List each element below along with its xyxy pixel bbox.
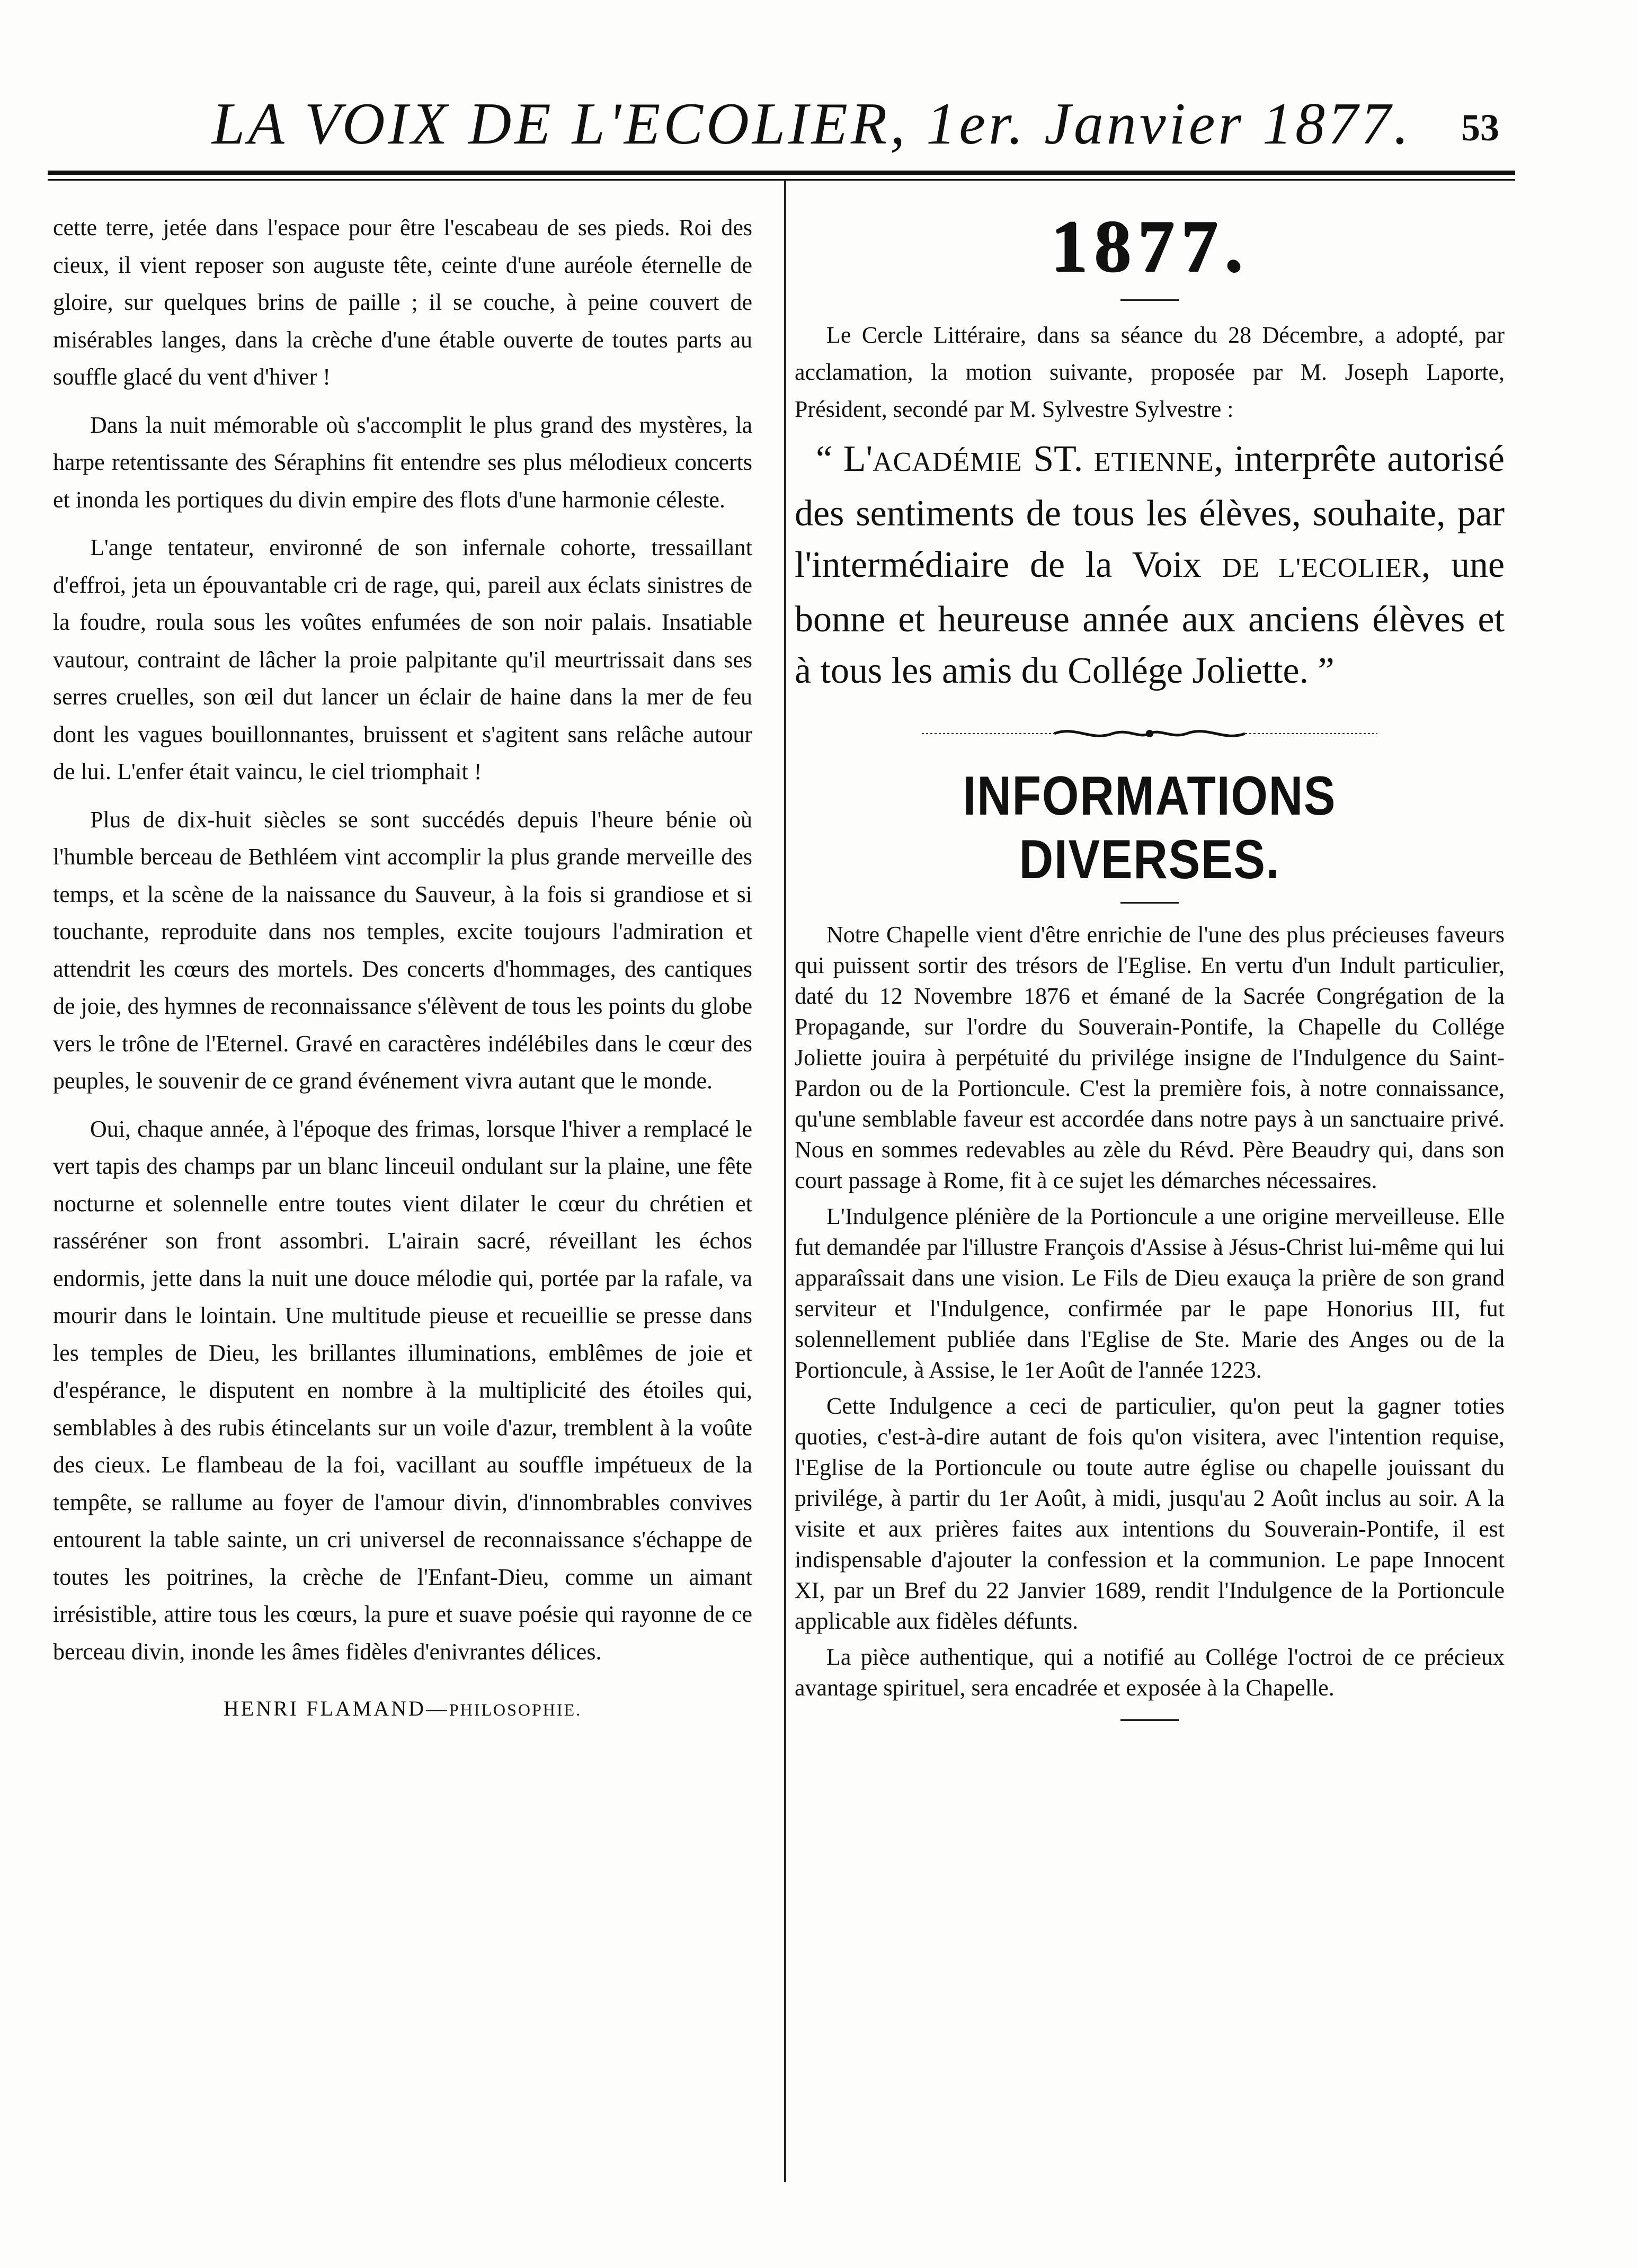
- etienne-word: ETIENNE: [1093, 447, 1214, 477]
- motion-end: , une bonne et heureuse année aux anciens élèves et à tous les amis du Collége Joliette. ”: [795, 544, 1505, 691]
- left-paragraph-2: Dans la nuit mémorable où s'accomplit le plus grand des mystères, la harpe retentissante des Séraphins fit entendre ses plus mélodieux concerts et inonda les portiques du divin empire des flots d'une harmonie céleste.: [53, 412, 752, 513]
- article-signature: [53, 1693, 752, 1726]
- motion-intro: Le Cercle Littéraire, dans sa séance du 28 Décembre, a adopté, par acclamation, la motion suivante, proposée par M. Joseph Laporte, Président, secondé par M. Sylvestre Sylvestre :: [795, 322, 1505, 422]
- left-paragraph-4: Plus de dix-huit siècles se sont succédés depuis l'heure bénie où l'humble berceau de Bethléem vint accomplir la plus grande merveille des temps, et la scène de la naissance du Sauveur, à la fois si grandiose et si touchante, reproduite dans nos temples, excite toujours l'admiration et attendrit les cœurs des mortels. Des concerts d'hommages, des cantiques de joie, des hymnes de reconnaissance s'élèvent de tous les points du globe vers le trône de l'Eternel. Gravé en caractères indélébiles dans le cœur des peuples, le souvenir de ce grand événement vivra autant que le monde.: [53, 806, 752, 1094]
- year-heading: 1877.: [1050, 205, 1249, 287]
- info-paragraph-3: Cette Indulgence a ceci de particulier, qu'on peut la gagner toties quoties, c'est-à-dire autant de fois qu'on visitera, avec l'intention requise, l'Eglise de la Portioncule ou toute autre église ou chapelle jouissant du privilége, à partir du 1er Août, à midi, jusqu'au 2 Août inclus au soir. A la visite et aux prières faites aux intentions du Souverain-Pontife, il est indispensable d'ajouter la confession et la communion. Le pape Innocent XI, par un Bref du 22 Janvier 1689, rendit l'Indulgence de la Portioncule applicable aux fidèles défunts.: [795, 1393, 1505, 1634]
- ecolier-word: ECOLIER: [1301, 553, 1421, 583]
- left-paragraph-3: L'ange tentateur, environné de son infernale cohorte, tressaillant d'effroi, jeta un épouvantable cri de rage, qui, pareil aux éclats sinistres de la foudre, roula sous les voûtes enfumées de son noir palais. Insatiable vautour, contraint de lâcher la proie palpitante qu'il meurtrissait dans ses serres cruelles, son œil dut lancer un éclair de haine dans la mer de feu dont les vagues bouillonnantes, bruissent et s'agitent sans relâche autour de lui. L'enfer était vaincu, le ciel triomphait !: [53, 534, 752, 784]
- short-rule-2: [1120, 902, 1179, 904]
- short-rule: [1120, 299, 1179, 301]
- page-number: 53: [1461, 106, 1499, 149]
- section-heading: INFORMATIONS DIVERSES.: [963, 765, 1337, 890]
- quote-open: “ L': [816, 439, 873, 479]
- signature-name: HENRI FLAMAND—: [223, 1696, 449, 1720]
- academie-word: ACADÉMIE: [873, 447, 1022, 477]
- end-rule: [1120, 1719, 1179, 1721]
- motion-quote: [795, 433, 1505, 697]
- de-l-word: DE L': [1222, 553, 1302, 583]
- info-paragraph-4: La pièce authentique, qui a notifié au Collége l'octroi de ce précieux avantage spirituel, sera encadrée et exposée à la Chapelle.: [795, 1644, 1505, 1701]
- header-rule-thin: [48, 179, 1515, 181]
- header-rule-thick: [48, 171, 1515, 175]
- left-paragraph-5: Oui, chaque année, à l'époque des frimas, lorsque l'hiver a remplacé le vert tapis des champs par un blanc linceuil ondulant sur la plaine, une fête nocturne et solennelle entre toutes vient dilater le cœur du chrétien et rasséréner son front assombri. L'airain sacré, réveillant les échos endormis, jette dans la nuit une douce mélodie qui, portée par la rafale, va mourir dans le lointain. Une multitude pieuse et recueillie se presse dans les temples de Dieu, les brillantes illuminations, emblêmes de joie et d'espérance, le disputent en nombre à la multiplicité des étoiles qui, semblables à des rubis étincelants sur un voile d'azur, tremblent à la voûte des cieux. Le flambeau de la foi, vacillant au souffle impétueux de la tempête, se rallume au foyer de l'amour divin, d'innombrables convives entourent la table sainte, un cri universel de reconnaissance s'échappe de toutes les poitrines, la crèche de l'Enfant-Dieu, comme un aimant irrésistible, attire tous les cœurs, la pure et suave poésie qui rayonne de ce berceau divin, inonde les âmes fidèles d'enivrantes délices.: [53, 1115, 752, 1665]
- ornamental-divider: [922, 723, 1377, 744]
- info-paragraph-2: L'Indulgence plénière de la Portioncule a une origine merveilleuse. Elle fut demandée par l'illustre François d'Assise à Jésus-Christ lui-même qui lui apparaîssait dans une vision. Le Fils de Dieu exauça la prière de son grand serviteur et l'Indulgence, confirmée par le pape Honorius III, fut solennellement publiée dans l'Eglise de Ste. Marie des Anges ou de la Portioncule, à Assise, le 1er Août de l'année 1223.: [795, 1203, 1505, 1383]
- left-column: [53, 209, 752, 1726]
- st-word: ST.: [1022, 439, 1094, 479]
- page-header: [48, 90, 1510, 180]
- info-paragraph-1: Notre Chapelle vient d'être enrichie de l'une des plus précieuses faveurs qui puissent sortir des trésors de l'Eglise. En vertu d'un Indult particulier, daté du 12 Novembre 1876 et émané de la Sacrée Congrégation de la Propagande, sur l'ordre du Souverain-Pontife, la Chapelle du Collége Joliette jouira à perpétuité du privilége insigne de l'Indulgence du Saint-Pardon ou de la Portioncule. C'est la première fois, à notre connaissance, qu'une semblable faveur est accordée dans notre pays à un sanctuaire privé. Nous en sommes redevables au zèle du Révd. Père Beaudry qui, dans son court passage à Rome, fit à ce sujet les démarches nécessaires.: [795, 922, 1505, 1193]
- ornament-flourish-icon: [922, 723, 1377, 744]
- right-column: [795, 205, 1505, 1721]
- signature-class: PHILOSOPHIE.: [449, 1700, 582, 1719]
- masthead-title: LA VOIX DE L'ECOLIER, 1er. Janvier 1877.: [212, 91, 1412, 157]
- left-paragraph-1: cette terre, jetée dans l'espace pour être l'escabeau de ses pieds. Roi des cieux, il vient reposer son auguste tête, ceinte d'une auréole éternelle de gloire, sur quelques brins de paille ; il se couche, à peine couvert de misérables langes, dans la crèche d'une étable ouverte de toutes parts au souffle glacé du vent d'hiver !: [53, 215, 752, 390]
- column-divider: [784, 180, 786, 2182]
- motion-middle: , interprête autorisé des sentiments de tous les élèves, souhaite, par l'intermédiaire de la Voix: [795, 439, 1505, 585]
